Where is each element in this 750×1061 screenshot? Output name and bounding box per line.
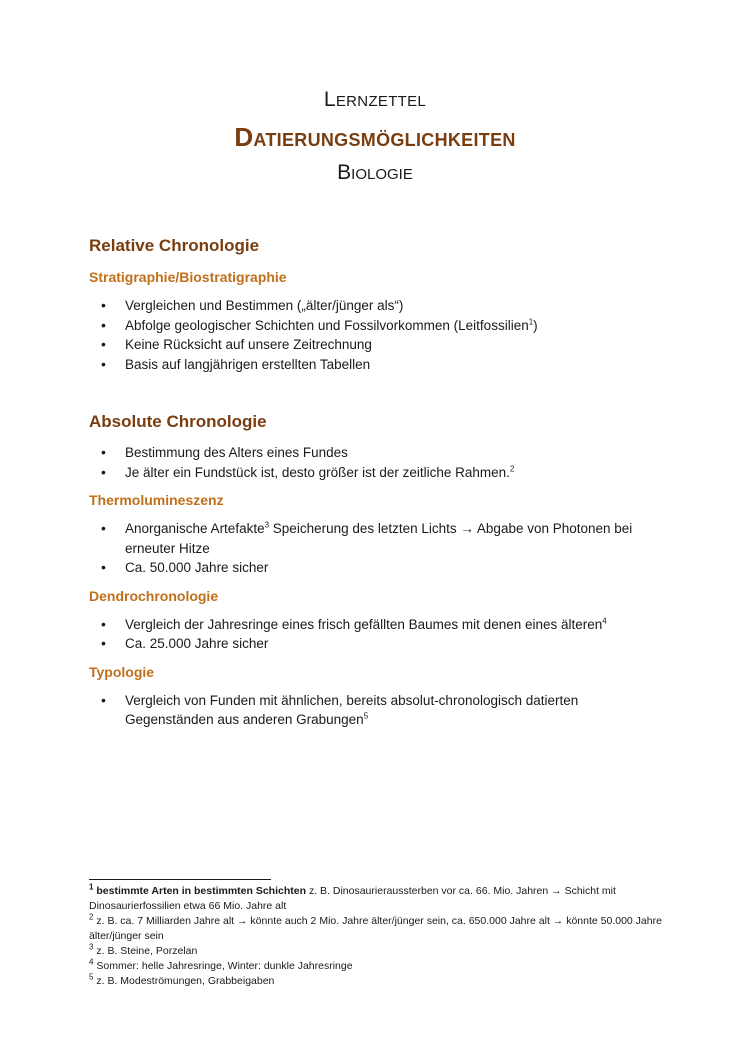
- list-relative: [89, 296, 669, 374]
- list-item: • Vergleich von Funden mit ähnlichen, bereits absolut-chronologisch datierten Gegenständen aus anderen Grabungen$^5$: [89, 691, 669, 730]
- list-item: • Vergleich der Jahresringe eines frisch gefällten Baumes mit denen eines älteren$^4$: [89, 615, 669, 635]
- list-thermo: [89, 519, 669, 578]
- footnote-ref: 5: [363, 711, 369, 721]
- list-dendro: [89, 615, 669, 654]
- list-item: • Abfolge geologischer Schichten und Fossilvorkommen (Leitfossilien$^1$): [89, 316, 669, 336]
- footnote-separator: [89, 879, 271, 880]
- footnote-1: $^1$ bestimmte Arten in bestimmten Schichten z. B. Dinosaurieraussterben vor ca. 66. Mio. Jahren → Schicht mit Dinosaurierfossilien etwa 66 Mio. Jahre alt: [89, 882, 616, 912]
- list-item: • Keine Rücksicht auf unsere Zeitrechnung: [89, 335, 669, 355]
- list-item: • Je älter ein Fundstück ist, desto größer ist der zeitliche Rahmen.$^2$: [89, 463, 669, 483]
- list-item: • Ca. 50.000 Jahre sicher: [89, 558, 669, 578]
- footnote-ref: 2: [509, 464, 515, 473]
- heading-relative-chronologie: Relative Chronologie: [89, 236, 260, 255]
- footnote-ref: 3: [264, 520, 270, 530]
- list-item: • Ca. 25.000 Jahre sicher: [89, 634, 669, 654]
- footnote-3: $^3$ z. B. Steine, Porzelan: [89, 942, 198, 957]
- list-item: • Bestimmung des Alters eines Fundes: [89, 443, 669, 463]
- footnote-4: $^4$ Sommer: helle Jahresringe, Winter: dunkle Jahresringe: [89, 957, 353, 972]
- footnotes: [89, 884, 664, 989]
- subheading-stratigraphie: Stratigraphie/Biostratigraphie: [89, 269, 287, 285]
- subheading-thermolumineszenz: Thermolumineszenz: [89, 492, 224, 508]
- list-typo: [89, 691, 669, 730]
- list-absolute: [89, 443, 669, 482]
- title-lernzettel: Lernzettel: [323, 88, 427, 111]
- footnote-2: $^2$ z. B. ca. 7 Milliarden Jahre alt → könnte auch 2 Mio. Jahre älter/jünger sein, ca. 650.000 Jahre alt → könnte 50.000 Jahre älter/jünger sein: [89, 912, 662, 942]
- list-item: • Anorganische Artefakte$^3$ Speicherung des letzten Lichts → Abgabe von Photonen bei erneuter Hitze: [89, 519, 669, 558]
- list-item: • Basis auf langjährigen erstellten Tabellen: [89, 355, 669, 375]
- footnote-ref: 1: [528, 317, 534, 326]
- title-block: [0, 88, 750, 185]
- list-item: • Vergleichen und Bestimmen („älter/jünger als“): [89, 296, 669, 316]
- content: [89, 235, 669, 730]
- title-subject: Biologie: [337, 161, 413, 184]
- subheading-dendrochronologie: Dendrochronologie: [89, 587, 219, 604]
- footnote-5: $^5$ z. B. Modeströmungen, Grabbeigaben: [89, 972, 275, 987]
- footnote-ref: 4: [602, 616, 607, 625]
- heading-absolute-chronologie: Absolute Chronologie: [89, 412, 267, 431]
- title-main: Datierungsmöglichkeiten: [234, 122, 516, 152]
- subheading-typologie: Typologie: [89, 663, 155, 680]
